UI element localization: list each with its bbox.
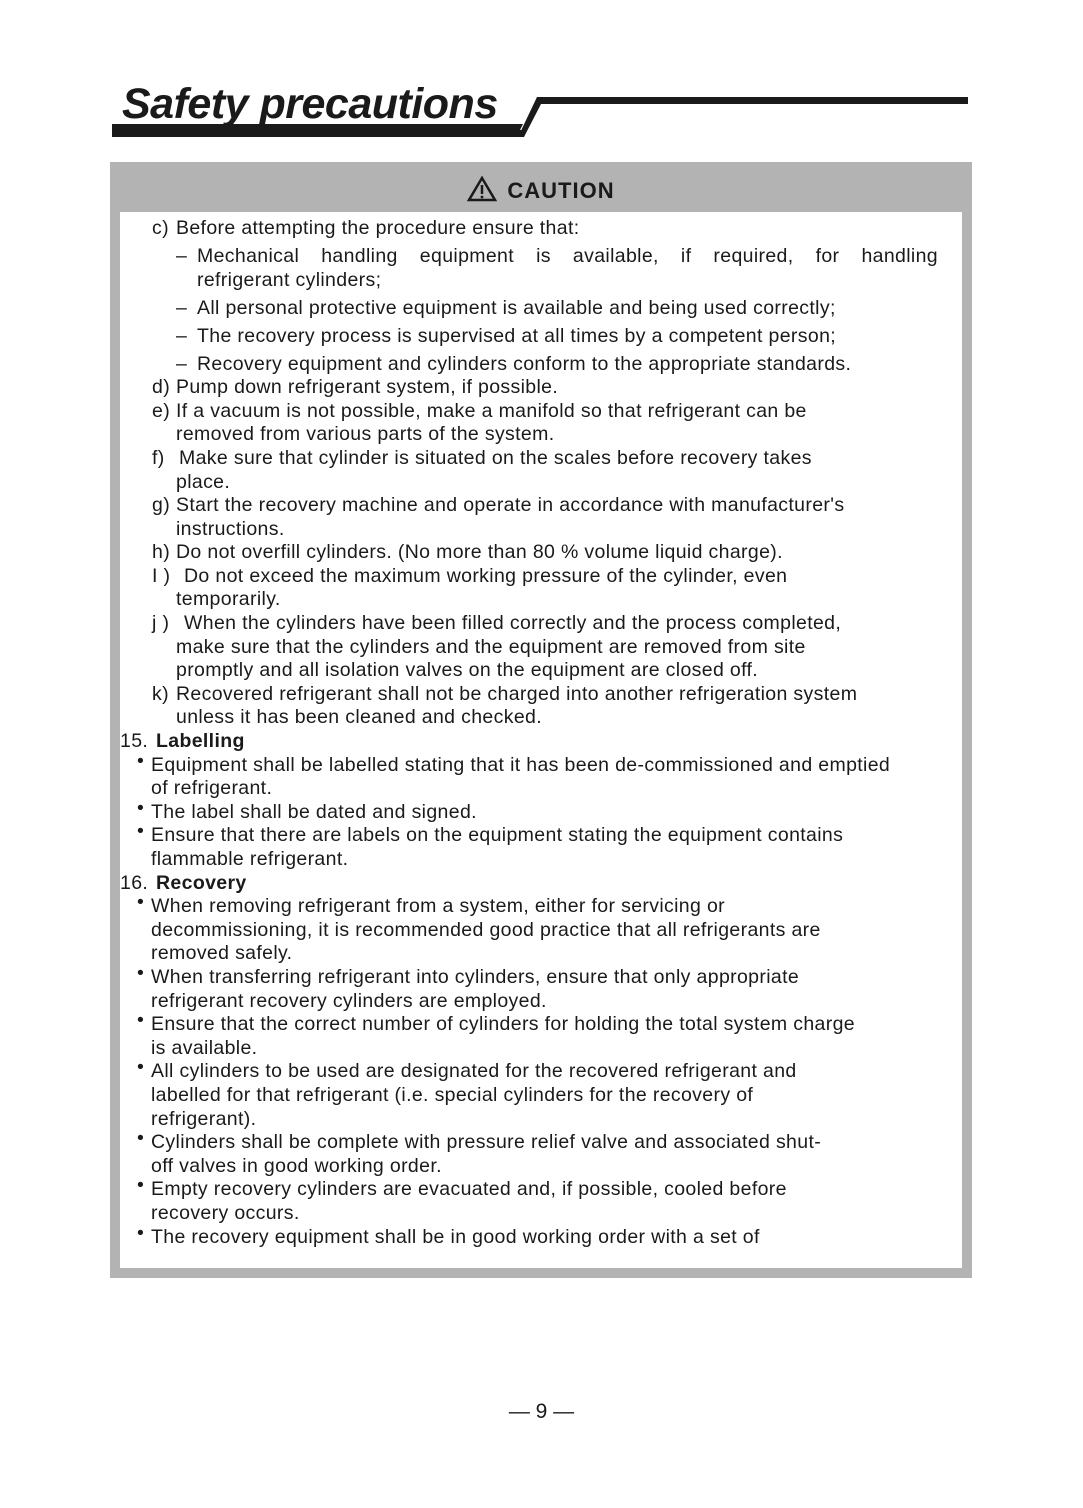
list-item [110,1009,960,1060]
item-label: c) [152,217,169,239]
list-item [110,1056,960,1131]
list-item [110,353,960,377]
text-line: Start the recovery machine and operate in accordance with manufacturer's [176,494,845,517]
list-item [110,376,960,400]
item-label: e) [152,399,171,422]
text-line: When the cylinders have been filled correctly and the process completed, [184,612,842,635]
bullet-marker: • [137,1056,145,1079]
item-label: d) [152,376,171,399]
list-item [110,683,960,730]
page-number: — 9 — [508,1400,575,1423]
text-line: promptly and all isolation valves on the equipment are closed off. [176,659,759,682]
list-item [110,494,960,541]
text-line: Ensure that the correct number of cylinders for holding the total system charge [151,1013,855,1036]
text-line: When transferring refrigerant into cylinders, ensure that only appropriate [151,965,800,988]
bullet-marker: • [137,1174,145,1197]
text-line: Recovery [156,871,247,894]
list-item [110,749,960,801]
list-item [110,891,960,966]
item-label: I ) [152,564,171,587]
text-line: Do not exceed the maximum working pressure of the cylinder, even [184,564,788,587]
text-line: refrigerant). [151,1107,257,1130]
bullet-marker: • [137,796,145,819]
item-label: – [176,352,188,375]
list-item [110,400,960,447]
text-line: When removing refrigerant from a system, either for servicing or [151,895,726,918]
text-line: flammable refrigerant. [151,848,349,870]
text-line: Recovered refrigerant shall not be charged into another refrigeration system [176,682,858,705]
text-line: All cylinders to be used are designated for the recovered refrigerant and [151,1060,797,1083]
item-label: – [176,324,188,347]
text-line: Equipment shall be labelled stating that it has been de-commissioned and emptied [151,753,891,776]
text-line: The label shall be dated and signed. [151,800,477,823]
text-line: Make sure that cylinder is situated on the scales before recovery takes [179,446,812,469]
bullet-marker: • [137,1009,145,1032]
text-line: place. [176,470,231,493]
text-line: Cylinders shall be complete with pressure relief valve and associated shut- [151,1131,822,1154]
section-heading [110,872,960,896]
item-label: – [176,296,188,319]
text-line: The recovery process is supervised at all times by a competent person; [197,324,837,347]
list-item [110,1221,960,1250]
page-title: Safety precautions [122,80,498,128]
list-item [110,961,960,1013]
text-line: Mechanical handling equipment is available, if required, for handling [197,244,938,267]
text-line: Do not overfill cylinders. (No more than 80 % volume liquid charge). [176,541,783,564]
list-item [110,796,960,825]
text-line: recovery occurs. [151,1201,300,1224]
list-item [110,245,960,292]
item-label: k) [152,682,169,705]
text-line: Pump down refrigerant system, if possible. [176,376,559,399]
list-item [110,325,960,349]
text-line: If a vacuum is not possible, make a manifold so that refrigerant can be [176,399,807,422]
bullet-marker: • [137,961,145,984]
text-line: All personal protective equipment is available and being used correctly; [197,296,836,319]
list-item [110,1127,960,1178]
item-label: h) [152,541,171,564]
text-line: Empty recovery cylinders are evacuated and, if possible, cooled before [151,1178,787,1201]
item-label: 15. [120,730,149,753]
text-line: refrigerant recovery cylinders are employed. [151,989,547,1012]
item-label: – [176,244,188,267]
list-item [110,541,960,565]
list-item [110,820,960,871]
text-line: Ensure that there are labels on the equipment stating the equipment contains [151,824,844,847]
section-heading [110,730,960,754]
item-label: f) [152,446,165,469]
text-line: refrigerant cylinders; [197,268,382,291]
list-item [110,565,960,612]
text-line: Recovery equipment and cylinders conform to the appropriate standards. [197,352,852,375]
text-line: off valves in good working order. [151,1154,442,1177]
caution-heading [110,176,972,204]
text-line: is available. [151,1036,258,1059]
text-line: decommissioning, it is recommended good practice that all refrigerants are [151,918,821,941]
text-line: The recovery equipment shall be in good working order with a set of [151,1225,760,1248]
item-label: j ) [152,612,170,635]
list-item [110,612,960,683]
caution-label: CAUTION [507,178,615,203]
bullet-marker: • [137,1221,145,1244]
list-item [110,1174,960,1225]
text-line: instructions. [176,517,285,540]
text-line: removed safely. [151,942,293,965]
procedure-text [110,217,960,1249]
list-item [110,297,960,321]
text-line: removed from various parts of the system. [176,423,555,446]
text-line: labelled for that refrigerant (i.e. special cylinders for the recovery of [151,1083,754,1106]
bullet-marker: • [137,820,145,843]
list-item [110,447,960,494]
bullet-marker: • [137,749,145,772]
bullet-marker: • [137,891,145,914]
text-line: Labelling [156,730,245,753]
item-label: 16. [120,871,149,894]
text-line: unless it has been cleaned and checked. [176,706,542,729]
text-line: of refrigerant. [151,777,273,800]
item-label: g) [152,494,171,517]
text-line: make sure that the cylinders and the equipment are removed from site [176,635,806,658]
text-line: Before attempting the procedure ensure that: [176,217,580,239]
warning-triangle-icon [467,176,497,202]
text-line: temporarily. [176,588,281,611]
bullet-marker: • [137,1127,145,1150]
list-item [110,217,960,241]
